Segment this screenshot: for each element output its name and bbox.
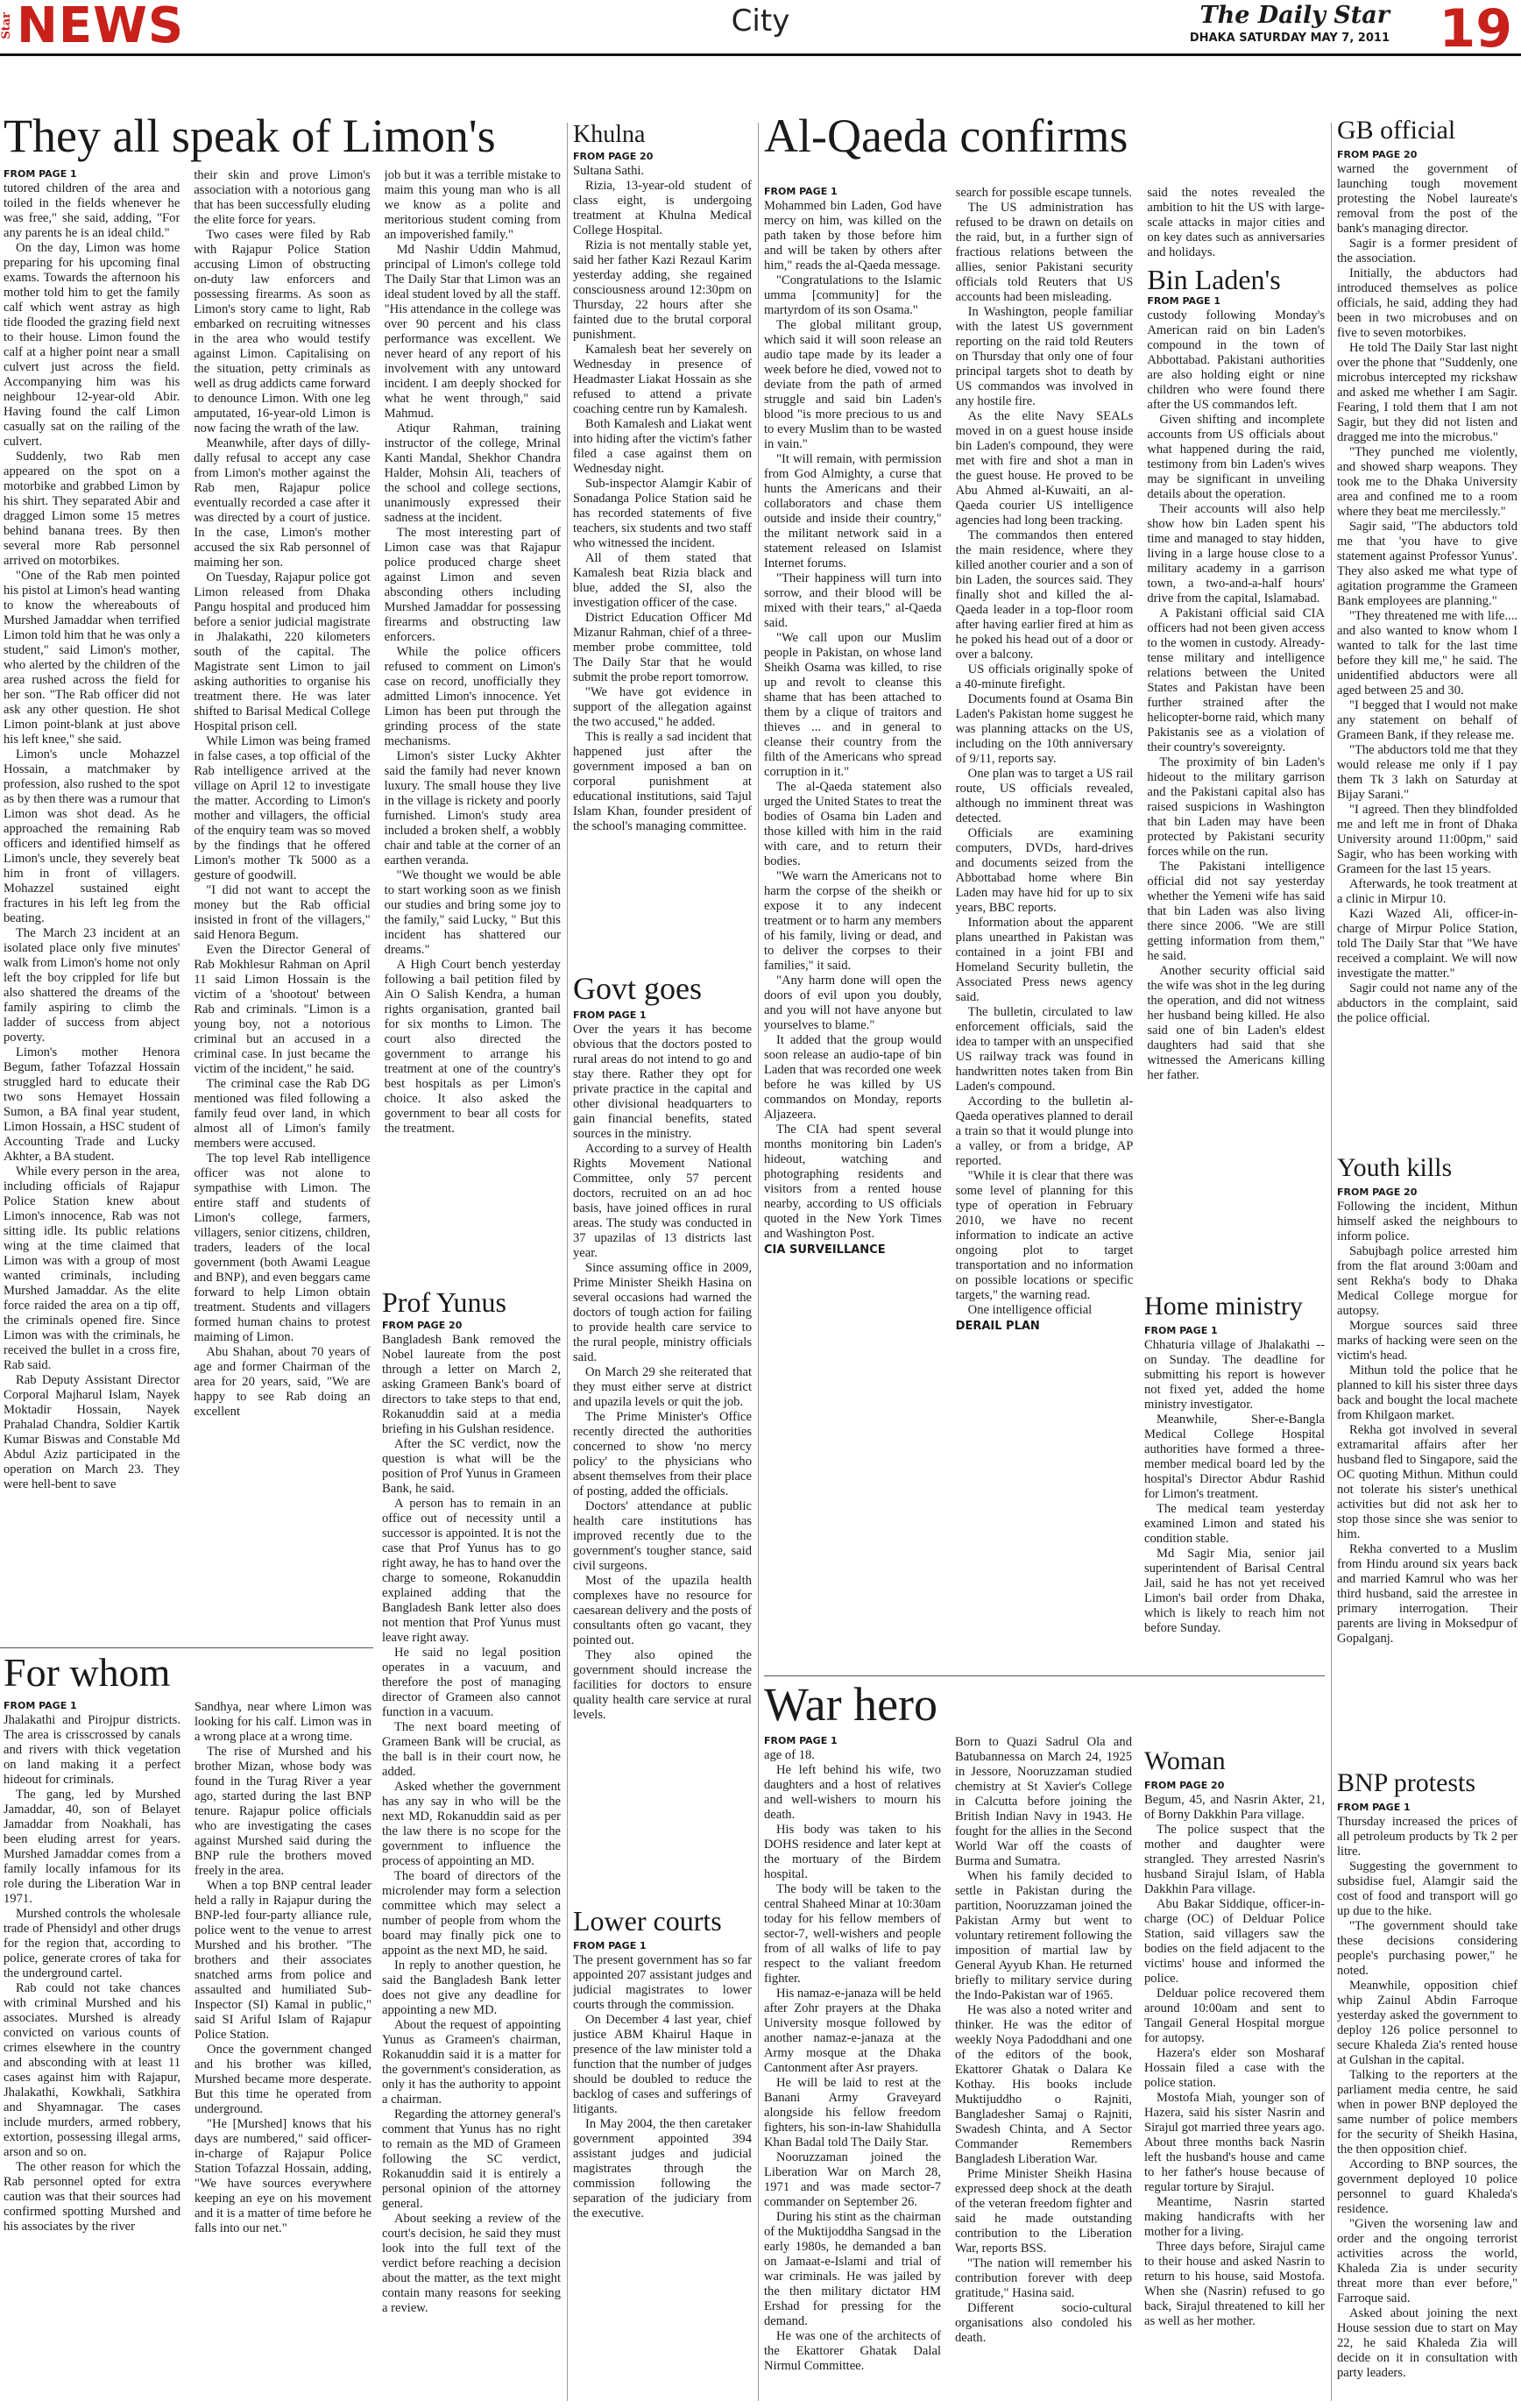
body-paragraph: District Education Officer Md Mizanur Rahman, chief of a three-member probe committee, told The Daily Star that he would submit the probe report tomorrow. — [573, 611, 752, 684]
body-paragraph: According to a survey of Health Rights Movement National Committee, only 57 percent doctors, recruited on an ad hoc basis, have joined offices in rural areas. The study was conducted in 37 upazilas of 13 districts last year. — [573, 1142, 752, 1260]
body-paragraph: He told The Daily Star last night over the phone that "Suddenly, one microbus intercepted my rickshaw and asked me whether I am Sagir. Fearing, I told them that I am not Sagir, but they did not listen and dragged me into the microbus." — [1337, 341, 1517, 444]
body-paragraph: "I begged that I would not make any statement on behalf of Grameen Bank, if they release me. — [1337, 698, 1517, 742]
body-paragraph: job but it was a terrible mistake to maim this young man who is all we know as a polite and meritorious student coming from an impoverished family." — [384, 168, 561, 242]
warhero-col-1 — [764, 1735, 941, 2397]
body-paragraph: The rise of Murshed and his brother Mizan, whose body was found in the Turag River a year ago, started during the last BNP tenure. Rajapur police officials who are investigating the cases against Murshed said during the BNP rule the brothers moved freely in the area. — [195, 1745, 371, 1878]
body-paragraph: custody following Monday's American raid on bin Laden's compound in the town of Abbottabad. Pakistani authorities are also holding eight or nine children who were found there after the US commandos left. — [1147, 308, 1326, 412]
body-paragraph: This is really a sad incident that happened just after the government imposed a ban on corporal punishment at educational institutions, said Tajul Islam Khan, founder president of the school's managing committee. — [573, 730, 752, 833]
body-paragraph: On Tuesday, Rajapur police got Limon released from Dhaka Pangu hospital and produced him before a senior judicial magistrate in Jhalakathi, 220 kilometers south of the capital. The Magistrate sent Limon to jail asking authorities to organise his treatment there. He was later shifted to Barisal Medical College Hospital prison cell. — [194, 570, 371, 733]
body-paragraph: Rizia, 13-year-old student of class eight, is undergoing treatment at Khulna Medical College Hospital. — [573, 179, 752, 237]
body-paragraph: Limon's mother Henora Begum, father Tofazzal Hossain struggled hard to educate their two sons Hemayet Hossain Sumon, a BA final year student, Limon Hossain, a HSC student of Accounting Trade and Lucky Akhter, a BA student. — [4, 1045, 180, 1164]
headline-lower-courts: Lower courts — [573, 1905, 722, 1937]
body-paragraph: He will be laid to rest at the Banani Army Graveyard alongside his fellow freedom fighters, his son-in-law Shahidulla Khan Badal told The Daily Star. — [764, 2076, 941, 2149]
body-paragraph: "It will remain, with permission from God Almighty, a curse that hunts the Americans and their collaborators and chase them outside and inside their country," the militant network said in a statement released on Islamist Internet forums. — [764, 452, 942, 570]
body-paragraph: The Prime Minister's Office recently directed the authorities concerned to show 'no mercy policy' to the physicians who absent themselves from their place of posting, added the officials. — [573, 1410, 752, 1498]
body-paragraph: "They punched me violently, and showed sharp weapons. They took me to the Dhaka University area and confined me to a room where they beat me mercilessly." — [1337, 445, 1517, 519]
headline-bin-laden: Bin Laden's — [1147, 264, 1281, 295]
body-paragraph: Suggesting the government to subsidise fuel, Alamgir said the cost of food and transport will go up due to the hike. — [1337, 1859, 1517, 1918]
body-paragraph: Sandhya, near where Limon was looking for his calf. Limon was in a wrong place at a wrong time. — [195, 1700, 371, 1744]
body-paragraph: their skin and prove Limon's association with a notorious gang that has been successfully eluding the elite force for years. — [194, 168, 371, 227]
warhero-col-2 — [955, 1735, 1132, 2397]
body-paragraph: Delduar police recovered them around 10:00am and sent to Tangail General Hospital morgue for autopsy. — [1144, 1987, 1325, 2045]
body-paragraph: Given shifting and incomplete accounts from US officials about what happened during the raid, testimony from bin Laden's wives may be significant in unveiling details about the operation. — [1147, 413, 1326, 501]
body-paragraph: While Limon was being framed in false cases, a top official of the Rab intelligence arrived at the village on April 12 to investigate the matter. According to Limon's mother and villagers, the official of the enquiry team was so moved by the findings that he offered Limon's mother Tk 5000 as a gesture of goodwill. — [194, 734, 371, 882]
body-paragraph: "While it is clear that there was some level of planning for this type of operation in February 2010, we have no recent information to indicate an active ongoing plot to target transportation and no information on possible locations or specific targets," the warning read. — [955, 1169, 1134, 1302]
section-title: City — [731, 4, 790, 39]
body-paragraph: The al-Qaeda statement also urged the United States to treat the bodies of Osama bin Laden and those killed with him in the raid with care, and to return their bodies. — [764, 780, 942, 868]
jump-label: FROM PAGE 1 — [764, 1735, 838, 1746]
body-paragraph: Sagir could not name any of the abductors in the complaint, said the police official. — [1337, 981, 1517, 1025]
body-paragraph: Rab could not take chances with criminal Murshed and his associates. Murshed is already convicted on various counts of crimes elsewhere in the country and absconding with at least 11 cases against him with Rajapur, Jhalakathi, Kowkhali, Satkhira and Shyamnagar. The cases include murders, armed robbery, extortion, possessing illegal arms, arson and so on. — [4, 1981, 180, 2159]
body-paragraph: tutored children of the area and toiled in the fields whenever he was free," she said, adding, "For any parents he is an ideal child." — [4, 181, 180, 240]
body-paragraph: warned the government of launching tough movement protesting the Nobel laureate's removal from the post of the bank's managing director. — [1337, 162, 1517, 236]
body-paragraph: Hazera's elder son Mosharaf Hossain filed a case with the police station. — [1144, 2046, 1325, 2090]
body-paragraph: "The nation will remember his contribution forever with deep gratitude," Hasina said. — [955, 2256, 1132, 2300]
body-paragraph: The bulletin, circulated to law enforcement officials, said the idea to tamper with an unspecified US railway track was found in handwritten notes taken from Bin Laden's compound. — [955, 1005, 1134, 1094]
body-paragraph: The US administration has refused to be drawn on details on the raid, but, in a further sign of fractious relations between the allies, senior Pakistani security officials told Reuters that US accounts had been misleading. — [955, 201, 1134, 304]
body-paragraph: "He [Murshed] knows that his days are numbered," said officer-in-charge of Rajapur Police Station Tofazzal Hossain, adding, "We have sources everywhere keeping an eye on his movement and it is a matter of time before he falls into our net." — [195, 2117, 371, 2235]
jump-label: FROM PAGE 20 — [573, 151, 654, 162]
body-paragraph: Nooruzzaman joined the Liberation War on March 28, 1971 and was made sector-7 commander on September 26. — [764, 2150, 941, 2209]
body-paragraph: The body will be taken to the central Shaheed Minar at 10:30am today for his fellow members of sector-7, well-wishers and people from of all walks of life to pay respect to the valiant freedom fighter. — [764, 1882, 941, 1986]
body-paragraph: Begum, 45, and Nasrin Akter, 21, of Borny Dakkhin Para village. — [1144, 1793, 1325, 1822]
body-paragraph: Thursday increased the prices of all petroleum products by Tk 2 per litre. — [1337, 1815, 1517, 1859]
body-paragraph: search for possible escape tunnels. — [955, 186, 1133, 200]
body-paragraph: The gang, led by Murshed Jamaddar, 40, son of Belayet Jamaddar from Noakhali, has been eluding arrest for years. Murshed Jamaddar comes from a family locally infamous for its role during the Liberation War in 1971. — [4, 1788, 180, 1906]
body-paragraph: Sagir is a former president of the association. — [1337, 237, 1517, 266]
body-paragraph: Kamalesh beat her severely on Wednesday in presence of Headmaster Liakat Hossain as she refused to attend a private coaching centre run by Kamalesh. — [573, 343, 752, 416]
headline-for-whom: For whom — [4, 1650, 171, 1695]
story-home-ministry — [1144, 1293, 1325, 1745]
news-wordmark: NEWS — [17, 0, 185, 54]
body-paragraph: About seeking a review of the court's decision, he said they must look into the full text of the verdict before reaching a decision about the matter, as the text might contain many reasons for seeking a review. — [382, 2212, 561, 2315]
body-paragraph: It added that the group would soon release an audio-tape of bin Laden that was recorded one week before he was killed by US commandos on Monday, reports Aljazeera. — [764, 1033, 942, 1122]
body-paragraph: A person has to remain in an office out of necessity until a successor is appointed. It is not the case that Prof Yunus has to go right away, he has to hand over the charge to someone, Rokanuddin explained adding that the Bangladesh Bank letter also does not mention that Prof Yunus must leave right away. — [382, 1497, 561, 1645]
body-paragraph: While every person in the area, including officials of Rajapur Police Station knew about Limon's innocence, Rab was not sitting idle. Its public relations wing at the time claimed that Limon was with a group of most wanted criminals, including Murshed Jamaddar. As the elite force raided the area on a tip off, the criminals opened fire. Since Limon was with the criminals, he received the bullet in a cross fire, Rab said. — [4, 1165, 180, 1372]
headline-al-qaeda: Al-Qaeda confirms — [764, 110, 1128, 162]
body-paragraph: Jhalakathi and Pirojpur districts. The area is crisscrossed by canals and rivers with thick vegetation on land making it a perfect hideout for criminals. — [4, 1713, 180, 1787]
page-header — [0, 0, 1521, 60]
limon-col-1 — [4, 168, 180, 1627]
body-paragraph: Asked about joining the next House session due to start on May 22, he said Khaleda Zia will decide on it in consultation with party leaders. — [1337, 2306, 1517, 2380]
body-paragraph: On December 4 last year, chief justice ABM Khairul Haque in presence of the law minister told a function that the number of judges should be doubled to reduce the backlog of cases and sufferings of litigants. — [573, 2013, 752, 2116]
body-paragraph: As the elite Navy SEALs moved in on a guest house inside bin Laden's compound, they were met with fire and shot a man in the guest house. He proved to be Abu Ahmed al-Kuwaiti, an al-Qaeda courier US intelligence agencies had long been tracking. — [955, 409, 1134, 528]
body-paragraph: US officials originally spoke of a 40-minute firefight. — [955, 662, 1134, 691]
headline-bnp-protests: BNP protests — [1337, 1768, 1476, 1797]
jump-label: FROM PAGE 1 — [1144, 1325, 1218, 1336]
body-paragraph: One plan was to target a US rail route, US officials revealed, although no imminent threat was detected. — [955, 767, 1134, 825]
body-paragraph: Abu Bakar Siddique, officer-in-charge (OC) of Delduar Police Station, said villagers saw the bodies on the field adjacent to the victims' house and informed the police. — [1144, 1897, 1325, 1986]
page-number: 19 — [1439, 0, 1512, 60]
body-paragraph: About the request of appointing Yunus as Grameen's chairman, Rokanuddin said it is a matter for the government's consideration, as only it has the authority to appoint a chairman. — [382, 2018, 561, 2107]
body-paragraph: One intelligence official — [967, 1303, 1093, 1317]
body-paragraph: "I agreed. Then they blindfolded me and left me in front of Dhaka University around 11:00pm," said Sagir, who has been working with Grameen for the last 15 years. — [1337, 803, 1517, 876]
body-paragraph: Sagir said, "The abductors told me that 'you have to give statement against Professor Yunus'. They also asked me what type of agitation programme the Grameen Bank employees are planning." — [1337, 520, 1517, 608]
jump-label: FROM PAGE 1 — [1147, 295, 1221, 307]
jump-label: FROM PAGE 20 — [1337, 149, 1418, 160]
body-paragraph: Prime Minister Sheikh Hasina expressed deep shock at the death of the veteran freedom fighter and said he made outstanding contribution to the Liberation War, reports BSS. — [955, 2167, 1132, 2256]
body-paragraph: "We warn the Americans not to harm the corpse of the sheikh or expose it to any indecent treatment or to harm any members of his family, living or dead, and to deliver the corpses to their families," it said. — [764, 869, 942, 973]
body-paragraph: "They threatened me with life.... and also wanted to know whom I wanted to talk for the last time before they kill me," he said. The unidentified abductors were all aged between 25 and 30. — [1337, 609, 1517, 698]
masthead: The Daily Star — [1199, 2, 1390, 29]
body-paragraph: Rekha got involved in several extramarital affairs after her husband fled to Singapore, said the OC quoting Mithun. Mithun could not tolerate his sister's unethical activities but did not ask her to stop those since she was senior to him. — [1337, 1423, 1517, 1541]
body-paragraph: On March 29 she reiterated that they must either serve at district and upazila levels or quit the job. — [573, 1365, 752, 1409]
body-paragraph: The top level Rab intelligence officer was not alone to sympathise with Limon. The entire staff and students of Limon's college, farmers, villagers, senior citizens, children, traders, leaders of the local government (both Awami League and BNP), and even beggars came forward to help Limon obtain treatment. Students and villagers formed human chains to protest maiming of Limon. — [194, 1151, 371, 1344]
jump-label: FROM PAGE 1 — [764, 186, 838, 197]
body-paragraph: Limon's sister Lucky Akhter said the family had never known luxury. The small house they live in the village is rickety and poorly furnished. Limon's study area included a broken shelf, a wobbly chair and table at the corner of an earthen veranda. — [384, 749, 561, 868]
body-paragraph: The CIA had spent several months monitoring bin Laden's hideout, watching and photographing residents and visitors from a rented house nearby, according to US officials quoted in the New York Times and Washington Post. — [764, 1123, 942, 1241]
body-paragraph: Talking to the reporters at the parliament media centre, he said when in power BNP deployed the same number of police members for the security of Sheikh Hasina, the then opposition chief. — [1337, 2068, 1517, 2157]
jump-label: FROM PAGE 1 — [4, 1700, 77, 1711]
body-paragraph: Most of the upazila health complexes have no resource for caesarean delivery and the posts of consultants often go vacant, they pointed out. — [573, 1574, 752, 1647]
story-khulna — [573, 123, 752, 968]
body-paragraph: Since assuming office in 2009, Prime Minister Sheikh Hasina on several occasions had warned the doctors of tough action for failing to provide health care service to the rural people, ministry officials said. — [573, 1261, 752, 1364]
body-paragraph: He said no legal position operates in a vacuum, and therefore the post of managing director of Grameen also cannot function in a vacuum. — [382, 1646, 561, 1719]
body-paragraph: Kazi Wazed Ali, officer-in-charge of Mirpur Police Station, told The Daily Star that "We have received a complaint. We will now investigate the matter." — [1337, 907, 1517, 981]
body-paragraph: "I did not want to accept the money but the Rab official insisted in front of the villagers," said Henora Begum. — [194, 883, 371, 942]
body-paragraph: After the SC verdict, now the question is what will be the position of Prof Yunus in Grameen Bank, he said. — [382, 1437, 561, 1496]
body-paragraph: Rekha converted to a Muslim from Hindu around six years back and married Kamrul who was her third husband, said the arrestee in primary interrogation. Their parents are living in Moksedpur of Gopalganj. — [1337, 1542, 1517, 1646]
body-paragraph: Abu Shahan, about 70 years of age and former Chairman of the area for 20 years, said, "We are happy to see Rab doing an excellent — [194, 1345, 371, 1419]
body-paragraph: Information about the apparent plans unearthed in Pakistan was contained in a joint FBI and Homeland Security bulletin, the Associated Press news agency said. — [955, 916, 1134, 1004]
body-paragraph: He was one of the architects of the Ekattorer Ghatak Dalal Nirmul Committee. — [764, 2329, 941, 2373]
jump-label: FROM PAGE 1 — [4, 168, 77, 180]
jump-label: FROM PAGE 1 — [573, 1009, 647, 1021]
body-paragraph: The March 23 incident at an isolated place only five minutes' walk from Limon's home not only left the boy crippled for life but also shattered the dreams of the family aspiring to climb the ladder of success from abject poverty. — [4, 926, 180, 1045]
body-paragraph: Mostofa Miah, younger son of Hazera, said his sister Nasrin and Sirajul got married three years ago. About three months back Nasrin left the husband's house and came to her father's house because of regular torture by Sirajul. — [1144, 2091, 1325, 2194]
body-paragraph: Atiqur Rahman, training instructor of the college, Mrinal Kanti Mandal, Shekhor Chandra Halder, Mohsin Ali, teachers of the school and college sections, unanimously expressed their sadness at the incident. — [384, 421, 561, 525]
body-paragraph: "The abductors told me that they would release me only if I pay them Tk 3 lakh on Saturday at Bijay Sarani." — [1337, 743, 1517, 802]
body-paragraph: In reply to another question, he said the Bangladesh Bank letter does not give any deadline for appointing a new MD. — [382, 1958, 561, 2017]
body-paragraph: Afterwards, he took treatment at a clinic in Mirpur 10. — [1337, 877, 1517, 906]
limon-col-2 — [194, 168, 370, 1627]
body-paragraph: "Congratulations to the Islamic umma [community] for the martyrdom of its son Osama." — [764, 273, 942, 317]
body-paragraph: Meanwhile, opposition chief whip Zainul Abdin Farroque yesterday asked the government to deploy 126 police personnel to secure Khaleda Zia's rented house at Gulshan in the capital. — [1337, 1979, 1517, 2067]
headline-youth-kills: Youth kills — [1337, 1153, 1453, 1182]
body-paragraph: Mithun told the police that he planned to kill his sister three days back and bought the local machete from Khilgaon market. — [1337, 1363, 1517, 1422]
body-paragraph: On the day, Limon was home preparing for his upcoming final exams. Towards the afternoon his mother told him to get the family calf which went astray as high tide flooded the grazing field next to their house. Limon found the calf at a higher point near a small culvert just across the field. Accompanying him was his neighbour 12-year-old Abir. Having found the calf Limon casually sat on the railing of the culvert. — [4, 241, 180, 449]
body-paragraph: The medical team yesterday examined Limon and stated his condition stable. — [1144, 1502, 1325, 1546]
body-paragraph: The board of directors of the microlender may form a selection committee which may select a number of people from whom the board may finally pick one to appoint as the next MD, he said. — [382, 1869, 561, 1958]
body-paragraph: The other reason for which the Rab personnel opted for extra caution was that their sources had confirmed spotting Murshed and his associates by the river — [4, 2160, 180, 2234]
jump-label: FROM PAGE 1 — [1337, 1802, 1411, 1813]
body-paragraph: According to the bulletin al-Qaeda operatives planned to derail a train so that it would plunge into a valley, or from a bridge, AP reported. — [955, 1094, 1134, 1168]
body-paragraph: When his family decided to settle in Pakistan during the partition, Nooruzzaman joined the Pakistan Army but went to voluntary retirement following the imposition of martial law by General Ayyub Khan. He returned briefly to military service during the Indo-Pakistan war of 1965. — [955, 1869, 1132, 2002]
body-paragraph: Sabujbagh police arrested him from the flat around 3:00am and sent Rekha's body to Dhaka Medical College morgue for autopsy. — [1337, 1244, 1517, 1318]
body-paragraph: The next board meeting of Grameen Bank will be crucial, as the ball is in their court now, he added. — [382, 1720, 561, 1779]
body-paragraph: said the notes revealed the ambition to hit the US with large-scale attacks in major cities and on key dates such as anniversaries and holidays. — [1147, 186, 1326, 259]
body-paragraph: Sultana Sathi. — [573, 164, 645, 178]
body-paragraph: "Given the worsening law and order and the ongoing terrorist activities across the world, Khaleda Zia is under security threat more than ever before," Farroque said. — [1337, 2217, 1517, 2305]
body-paragraph: All of them stated that Kamalesh beat Rizia black and blue, added the SI, also the investigation officer of the case. — [573, 551, 752, 610]
headline-yunus: Prof Yunus — [382, 1286, 506, 1318]
body-paragraph: A High Court bench yesterday following a bail petition filed by Ain O Salish Kendra, a human rights organisation, granted bail for six months to Limon. The court also directed the government to arrange his treatment at one of the country's best hospitals as per Limon's choice. It also asked the government to bear all costs for the treatment. — [384, 958, 561, 1136]
story-woman — [1144, 1748, 1325, 2401]
body-paragraph: Limon's uncle Mohazzel Hossain, a matchmaker by profession, also rushed to the spot as by then there was a rumour that Limon was shot dead. As he approached the remaining Rab officers and identified himself as Limon's uncle, they severely beat him in front of villagers. Mohazzel sustained eight fractures in his left leg from the beating. — [4, 747, 180, 925]
body-paragraph: "We have got evidence in support of the allegation against the two accused," he added. — [573, 685, 752, 729]
body-paragraph: The criminal case the Rab DG mentioned was filed following a family feud over land, in which almost all of Limon's family members were accused. — [194, 1077, 371, 1151]
body-paragraph: Meanwhile, Sher-e-Bangla Medical College Hospital authorities have formed a three-member medical board led by the hospital's Director Abdur Rashid for Limon's treatment. — [1144, 1413, 1325, 1501]
headline-woman: Woman — [1144, 1746, 1226, 1775]
body-paragraph: Both Kamalesh and Liakat went into hiding after the victim's father filed a case against them on Wednesday night. — [573, 417, 752, 476]
body-paragraph: He left behind his wife, two daughters and a host of relatives and well-wishers to mourn his death. — [764, 1763, 941, 1822]
body-paragraph: "The government should take these decisions considering people's purchasing power," he noted. — [1337, 1919, 1517, 1978]
body-paragraph: Initially, the abductors had introduced themselves as police officials, he said, adding they had been in two microbuses and on five to seven motorbikes. — [1337, 266, 1517, 340]
body-paragraph: Regarding the attorney general's comment that Yunus has no right to remain as the MD of Grameen following the SC verdict, Rokanuddin said it is entirely a personal opinion of the attorney general. — [382, 2107, 561, 2211]
story-yunus — [382, 1288, 561, 2401]
body-paragraph: Documents found at Osama Bin Laden's Pakistan home suggest he was planning attacks on the US, including on the 10th anniversary of 9/11, reports say. — [955, 692, 1134, 766]
column-rule — [758, 123, 759, 2401]
body-paragraph: Two cases were filed by Rab with Rajapur Police Station accusing Limon of obstructing on-duty law enforcers and possessing firearms. As soon as Limon's story came to light, Rab embarked on recruiting witnesses in the area who would testify against Limon. Capitalising on the situation, petty criminals as well as drug addicts came forward to denounce Limon. With one leg amputated, 16-year-old Limon is now facing the wrath of the law. — [194, 228, 371, 436]
headline-home-ministry: Home ministry — [1144, 1292, 1303, 1321]
body-paragraph: Md Sagir Mia, senior jail superintendent of Barisal Central Jail, said he has not yet received Limon's bail order from Dhaka, which is likely to reach him not before Sunday. — [1144, 1547, 1325, 1635]
body-paragraph: The most interesting part of Limon case was that Rajapur police produced charge sheet against Limon and seven absconding others including Murshed Jamaddar for possessing firearms and obstructing law enforcers. — [384, 526, 561, 644]
body-paragraph: They also opined the government should increase the facilities for doctors to ensure quality health care service at rural levels. — [573, 1648, 752, 1722]
body-paragraph: Their accounts will also help show how bin Laden spent his time and managed to stay hidden, living in a large house close to a military academy in a garrison town, a two-and-a-half hours' drive from the capital, Islamabad. — [1147, 502, 1326, 606]
body-paragraph: Suddenly, two Rab men appeared on the spot on a motorbike and grabbed Limon by his shirt. They separated Abir and dragged Limon some 15 metres behind banana trees. By then several more Rab personnel arrived on motorbikes. — [4, 450, 180, 568]
story-bnp-protests — [1337, 1770, 1517, 2403]
body-paragraph: Once the government changed and his brother was killed, Murshed became more desperate. But this time he operated from underground. — [195, 2043, 371, 2116]
body-paragraph: Another security official said the wife was shot in the leg during the operation, and did not witness her husband being killed. He also said one of bin Laden's eldest daughters had said that she witnessed the Americans killing her father. — [1147, 964, 1326, 1082]
jump-label: FROM PAGE 20 — [1337, 1186, 1418, 1198]
story-gb-official — [1337, 117, 1517, 1151]
body-paragraph: Three days before, Sirajul came to their house and asked Nasrin to return to his house, said Mostofa. When she (Nasrin) refused to go back, Sirajul threatened to kill her as well as her mother. — [1144, 2240, 1325, 2328]
subhead: DERAIL PLAN — [955, 1320, 1040, 1333]
body-paragraph: When a top BNP central leader held a rally in Rajapur during the BNP-led four-party alliance rule, police went to the venue to arrest Murshed and his brother. "The brothers and their associates snatched arms from police and assaulted and humiliated Sub-Inspector (SI) Kamal in public," said SI Ariful Islam of Rajapur Police Station. — [195, 1879, 371, 2042]
body-paragraph: Following the incident, Mithun himself asked the neighbours to inform police. — [1337, 1200, 1517, 1243]
body-paragraph: The present government has so far appointed 207 assistant judges and judicial magistrates to lower courts through the commission. — [573, 1953, 752, 2012]
body-paragraph: Murshed controls the wholesale trade of Phensidyl and other drugs for the region that, according to police, generate crores of taka for the underground cartel. — [4, 1907, 180, 1980]
body-paragraph: Different socio-cultural organisations also condoled his death. — [955, 2301, 1132, 2345]
story-lower-courts — [573, 1907, 752, 2402]
body-paragraph: His namaz-e-janaza will be held after Zohr prayers at the Dhaka University mosque followed by another namaz-e-janaza at the Army mosque at the Dhaka Cantonment after Asr prayers. — [764, 1987, 941, 2075]
body-paragraph: "Any harm done will open the doors of evil upon you doubly, and you will not have anyone but yourselves to blame." — [764, 974, 942, 1032]
body-paragraph: A Pakistani official said CIA officers had not been given access to the women in custody. Already-tense military and intelligence relations between the United States and Pakistan have been further strained after the helicopter-borne raid, which many Pakistanis see as a violation of their country's sovereignty. — [1147, 606, 1326, 754]
whom-col-2 — [195, 1700, 371, 2401]
body-paragraph: Meantime, Nasrin started making handicrafts with her mother for a living. — [1144, 2195, 1325, 2239]
body-paragraph: Rab Deputy Assistant Director Corporal Majharul Islam, Nayek Moktadir Hossain, Nayek Prahalad Chandra, Soldier Kartik Kumar Biswas and Constable Md Abdul Aziz participated in the operation on March 23. They were hell-bent to save — [4, 1373, 180, 1491]
dateline: DHAKA SATURDAY MAY 7, 2011 — [1189, 32, 1390, 45]
column-rule — [1331, 123, 1332, 2401]
body-paragraph: Bangladesh Bank removed the Nobel laureate from the post through a letter on March 2, asking Grameen Bank's board of directors to take steps to that end, Rokanuddin said at a media briefing in his Gulshan residence. — [382, 1333, 561, 1436]
body-paragraph: The global militant group, which said it will soon release an audio tape made by its leader a week before he died, vowed not to deviate from the path of armed struggle and said bin Laden's blood "is more precious to us and to every Muslim than to be wasted in vain." — [764, 318, 942, 451]
body-paragraph: Meanwhile, after days of dilly-dally refusal to accept any case from Limon's mother against the Rab men, Rajapur police eventually recorded a case after it was directed by a court of justice. In the case, Limon's mother accused the six Rab personnel of maiming her son. — [194, 436, 371, 570]
body-paragraph: "Their happiness will turn into sorrow, and their blood will be mixed with their tears," al-Qaeda said. — [764, 571, 942, 630]
body-paragraph: Doctors' attendance at public health care institutions has improved recently due to the government's tougher stance, said civil surgeons. — [573, 1499, 752, 1573]
jump-label: FROM PAGE 1 — [573, 1940, 647, 1951]
subhead: CIA SURVEILLANCE — [764, 1243, 886, 1257]
story-for-whom — [4, 1650, 371, 2406]
story-youth-kills — [1337, 1155, 1517, 1768]
whom-col-1 — [4, 1700, 180, 2401]
body-paragraph: Md Nashir Uddin Mahmud, principal of Limon's college told The Daily Star that Limon was an ideal student loved by all the staff. "His attendance in the college was over 90 percent and his class performance was excellent. We never heard of any report of his involvement with any untoward incident. I am deeply shocked for what he went through," said Mahmud. — [384, 243, 561, 421]
body-paragraph: Chhaturia village of Jhalakathi -- on Sunday. The deadline for submitting his report is however not fixed yet, added the home ministry investigator. — [1144, 1338, 1325, 1412]
body-paragraph: The proximity of bin Laden's hideout to the military garrison and the Pakistani capital also has raised suspicions in Washington that bin Laden may have been protected by Pakistani security forces while on the run. — [1147, 755, 1326, 859]
body-paragraph: "We call upon our Muslim people in Pakistan, on whose land Sheikh Osama was killed, to rise up and revolt to cleanse this shame that has been attached to them by a clique of traitors and thieves ... and in general to cleanse their country from the filth of the Americans who spread corruption in it." — [764, 631, 942, 779]
body-paragraph: Over the years it has become obvious that the doctors posted to rural areas do not intend to go and stay there. Rather they opt for private practice in the capital and other divisional headquarters to gain financial benefits, stated sources in the ministry. — [573, 1023, 752, 1141]
story-govt-goes — [573, 973, 752, 1902]
rule — [0, 1647, 373, 1648]
body-paragraph: Mohammed bin Laden, God have mercy on him, was killed on the path taken by those before him and will be taken by others after him," reads the al-Qaeda message. — [764, 199, 942, 273]
headline-limon: They all speak of Limon's — [4, 110, 496, 162]
body-paragraph: Asked whether the government has any say in who will be the next MD, Rokanuddin said as per the law there is no scope for the government to influence the process of appointing an MD. — [382, 1780, 561, 1868]
body-paragraph: Born to Quazi Sadrul Ola and Batubannessa on March 24, 1925 in Jessore, Nooruzzaman studied chemistry at St Xavier's College in Calcutta before joining the British Indian Navy in 1943. He fought for the allies in the Second World War off the coasts of Burma and Sumatra. — [955, 1735, 1132, 1868]
body-paragraph: The commandos then entered the main residence, where they killed another courier and a son of bin Laden, the sources said. They finally shot and killed the al-Qaeda leader in a top-floor room after having earlier fired at him as he poked his head out of a door or over a balcony. — [955, 528, 1134, 662]
body-paragraph: Rizia is not mentally stable yet, said her father Kazi Rezaul Karim yesterday adding, she regained consciousness around 12:30pm on Thursday, 22 hours after she fainted due to the brutal corporal punishment. — [573, 238, 752, 342]
headline-gb-official: GB official — [1337, 116, 1456, 145]
story-war-hero — [764, 1678, 1132, 2401]
column-rule — [567, 123, 568, 2401]
body-paragraph: According to BNP sources, the government deployed 10 police personnel to guard Khaleda's residence. — [1337, 2157, 1517, 2216]
jump-label: FROM PAGE 20 — [382, 1320, 463, 1331]
body-paragraph: The police suspect that the mother and daughter were strangled. They arrested Nasrin's husband Sirajul Islam, of Habla Dakkhin Para village. — [1144, 1823, 1325, 1896]
star-label: Star — [0, 11, 13, 39]
headline-war-hero: War hero — [764, 1678, 938, 1731]
body-paragraph: During his stint as the chairman of the Muktijoddha Sangsad in the early 1980s, he demanded a ban on Jamaat-e-Islami and trial of war criminals. He was jailed by the then military dictator HM Ershad for pressing for the demand. — [764, 2210, 941, 2328]
body-paragraph: "One of the Rab men pointed his pistol at Limon's head wanting to know the whereabouts of Murshed Jamaddar when terrified Limon told him that he was only a student," said Limon's mother, who alerted by the children of the area rushed across the field for her son. "The Rab officer did not ask any other question. He shot Limon point-blank at just above his left knee," she said. — [4, 569, 180, 747]
body-paragraph: In May 2004, the then caretaker government appointed 394 assistant judges and judicial magistrates through the commission following the separation of the judiciary from the executive. — [573, 2117, 752, 2220]
alqaeda-col-2 — [956, 186, 1134, 1667]
body-paragraph: The Pakistani intelligence official did not say yesterday whether the Yemeni wife has said that bin Laden was also living there since 2006. "We are still getting information from them," he said. — [1147, 860, 1326, 963]
body-paragraph: Officials are examining computers, DVDs, hard-drives and documents seized from the Abbottabad home where Bin Laden may have hid for up to six years, BBC reports. — [955, 826, 1134, 915]
body-paragraph: His body was taken to his DOHS residence and later kept at the mortuary of the Birdem hospital. — [764, 1823, 941, 1881]
alqaeda-col-1 — [764, 186, 942, 1667]
body-paragraph: Even the Director General of Rab Mokhlesur Rahman on April 11 said Limon Hossain is the victim of a 'shootout' between Rab and criminals. "Limon is a young boy, not a notorious criminal but an accused in a criminal case. In just became the victim of the incident," he said. — [194, 943, 371, 1076]
jump-label: FROM PAGE 20 — [1144, 1780, 1225, 1791]
headline-khulna: Khulna — [573, 121, 646, 148]
body-paragraph: age of 18. — [764, 1748, 815, 1762]
headline-govt-goes: Govt goes — [573, 971, 702, 1006]
body-paragraph: "We thought we would be able to start working soon as we finish our studies and bring some joy to the family," said Lucky, " But this incident has shattered our dreams." — [384, 868, 561, 957]
body-paragraph: He was also a noted writer and thinker. He was the editor of weekly Noya Padoddhani and one of the editors of the book, Ekattorer Ghatak o Dalara Ke Kothay. His books include Muktijuddho o Rajniti, Bangladesher Samaj o Rajniti, Swadesh Chinta, and A Sector Commander Remembers Bangladesh Liberation War. — [955, 2003, 1132, 2166]
body-paragraph: In Washington, people familiar with the latest US government reporting on the raid told Reuters on Thursday that only one of four principal targets shot to death by US commandos was involved in any hostile fire. — [955, 305, 1134, 408]
body-paragraph: Morgue sources said three marks of hacking were seen on the victim's head. — [1337, 1319, 1517, 1363]
body-paragraph: While the police officers refused to comment on Limon's case on record, unofficially they admitted Limon's innocence. Yet Limon has been put through the grinding process of the state mechanisms. — [384, 645, 561, 748]
body-paragraph: Sub-inspector Alamgir Kabir of Sonadanga Police Station said he has recorded statements of five teachers, six students and two staff who witnessed the incident. — [573, 477, 752, 550]
